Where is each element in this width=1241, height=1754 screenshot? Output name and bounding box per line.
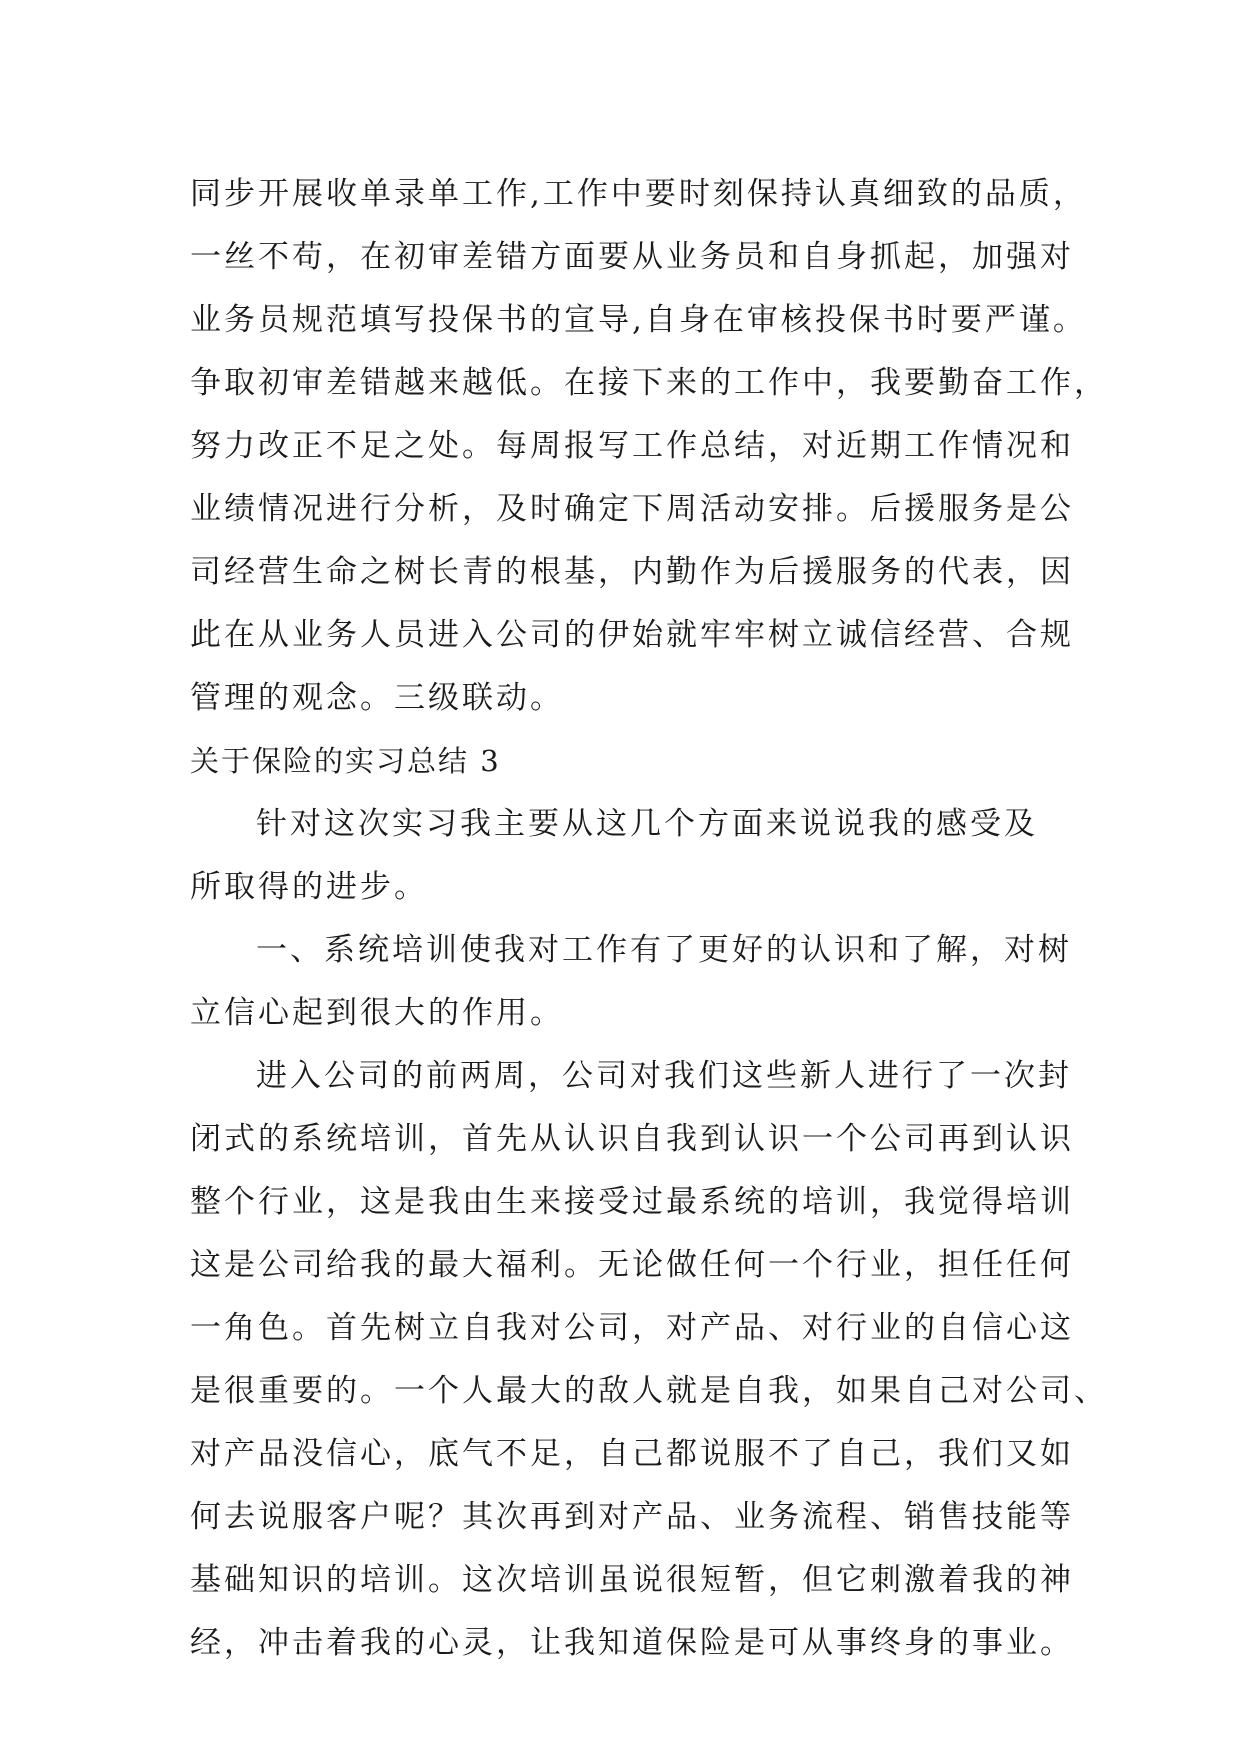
text-line: 基础知识的培训。这次培训虽说很短暂，但它刺激着我的神 [190, 1562, 1074, 1598]
section-heading: 关于保险的实习总结 3 [190, 744, 501, 778]
document-body [190, 163, 1108, 1675]
text-line: 争取初审差错越来越低。在接下来的工作中，我要勤奋工作， [190, 365, 1108, 401]
text-line: 整个行业，这是我由生来接受过最系统的培训，我觉得培训 [190, 1184, 1074, 1220]
text-line: 何去说服客户呢？其次再到对产品、业务流程、销售技能等 [190, 1499, 1074, 1535]
text-line: 一角色。首先树立自我对公司，对产品、对行业的自信心这 [190, 1310, 1074, 1346]
text-line: 同步开展收单录单工作,工作中要时刻保持认真细致的品质， [190, 176, 1087, 212]
paragraph-first-line: 一、系统培训使我对工作有了更好的认识和了解，对树 [256, 932, 1072, 968]
text-line: 业绩情况进行分析，及时确定下周活动安排。后援服务是公 [190, 491, 1074, 527]
text-line: 闭式的系统培训，首先从认识自我到认识一个公司再到认识 [190, 1121, 1074, 1157]
text-line: 一丝不苟，在初审差错方面要从业务员和自身抓起，加强对 [190, 239, 1074, 275]
text-line: 管理的观念。三级联动。 [190, 680, 564, 716]
paragraph-first-line: 进入公司的前两周，公司对我们这些新人进行了一次封 [256, 1058, 1072, 1094]
text-line: 司经营生命之树长青的根基，内勤作为后援服务的代表，因 [190, 554, 1074, 590]
text-line: 这是公司给我的最大福利。无论做任何一个行业，担任任何 [190, 1247, 1074, 1283]
text-line: 努力改正不足之处。每周报写工作总结，对近期工作情况和 [190, 428, 1074, 464]
paragraph-first-line: 针对这次实习我主要从这几个方面来说说我的感受及 [256, 806, 1038, 842]
text-line: 此在从业务人员进入公司的伊始就牢牢树立诚信经营、合规 [190, 617, 1074, 653]
text-line: 是很重要的。一个人最大的敌人就是自我，如果自己对公司、 [190, 1373, 1108, 1409]
text-line: 立信心起到很大的作用。 [190, 995, 564, 1031]
text-line: 对产品没信心，底气不足，自己都说服不了自己，我们又如 [190, 1436, 1074, 1472]
text-line: 所取得的进步。 [190, 869, 428, 905]
text-line: 业务员规范填写投保书的宣导,自身在审核投保书时要严谨。 [190, 302, 1087, 338]
text-line: 经，冲击着我的心灵，让我知道保险是可从事终身的事业。 [190, 1625, 1074, 1661]
